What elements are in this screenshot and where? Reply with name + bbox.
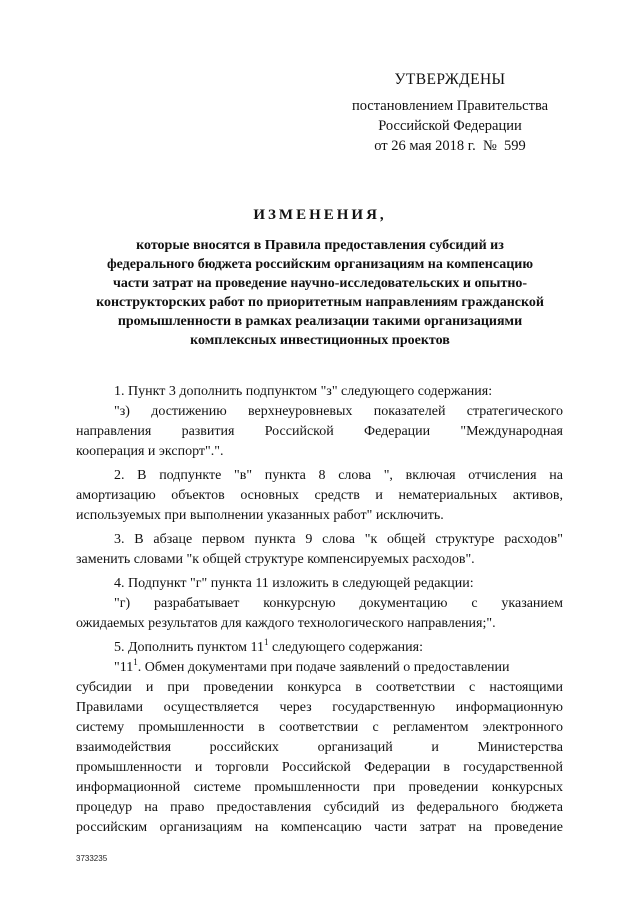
- item-1-line: 1. Пункт 3 дополнить подпунктом "з" следующего содержания:: [114, 384, 493, 399]
- item-5-text: следующего содержания:: [268, 640, 423, 655]
- subtitle-line: части затрат на проведение научно-исследовательских и опытно-: [112, 276, 528, 291]
- approval-line-2: Российской Федерации: [378, 118, 522, 134]
- item-5-line: [76, 638, 563, 658]
- item-5-line: субсидии и при проведении конкурса в соответствии с настоящими: [76, 680, 563, 695]
- item-5-line: промышленности и торговли Российской Федерации в государственной: [76, 760, 563, 775]
- item-5-line: процедур на право предоставления субсидий из федерального бюджета: [76, 800, 563, 815]
- item-1-line: "з) достижению верхнеуровневых показателей стратегического: [114, 404, 563, 419]
- subtitle-line: которые вносятся в Правила предоставления субсидий из: [136, 238, 504, 253]
- item-5-line: взаимодействия российских организаций и Министерства: [76, 740, 563, 755]
- item-5-text: . Обмен документами при подаче заявлений о предоставлении: [137, 660, 510, 675]
- subtitle-line: промышленности в рамках реализации такими организациями: [117, 314, 523, 329]
- subtitle-line: комплексных инвестиционных проектов: [190, 333, 450, 348]
- item-3-line: 3. В абзаце первом пункта 9 слова "к общей структуре расходов": [114, 532, 563, 547]
- subtitle-line: федерального бюджета российским организациям на компенсацию: [106, 257, 534, 272]
- superscript: 1: [133, 657, 138, 667]
- document-code: 3733235: [76, 854, 108, 863]
- item-5-text: 5. Дополнить пунктом 11: [114, 640, 264, 655]
- document-body: [76, 382, 563, 838]
- item-2-line: используемых при выполнении указанных работ" исключить.: [76, 508, 444, 523]
- approval-line-1: постановлением Правительства: [351, 98, 549, 114]
- item-5-line: систему промышленности в соответствии с регламентом электронного: [76, 720, 563, 735]
- title-subtitle: [78, 236, 562, 350]
- item-1-line: направления развития Российской Федерации "Международная: [76, 424, 563, 439]
- item-4-line: "г) разрабатывает конкурсную документацию с указанием: [114, 596, 563, 611]
- item-4-line: ожидаемых результатов для каждого технологического направления;".: [76, 616, 496, 631]
- approval-date: от 26 мая 2018 г. № 599: [374, 138, 526, 154]
- superscript: 1: [263, 637, 269, 647]
- item-5-line: Правилами осуществляется через государственную информационную: [76, 700, 563, 715]
- item-2-line: 2. В подпункте "в" пункта 8 слова ", включая отчисления на: [114, 468, 563, 483]
- subtitle-line: конструкторских работ по приоритетным направлениям гражданской: [96, 295, 544, 310]
- item-4-line: 4. Подпункт "г" пункта 11 изложить в следующей редакции:: [114, 576, 474, 591]
- title-main: ИЗМЕНЕНИЯ,: [253, 207, 387, 223]
- document-title: [78, 207, 562, 350]
- approval-heading: УТВЕРЖДЕНЫ: [394, 71, 506, 88]
- item-1-line: кооперация и экспорт".".: [76, 444, 224, 459]
- item-5-line: российским организациям на компенсацию части затрат на проведение: [76, 820, 563, 835]
- item-3-line: заменить словами "к общей структуре компенсируемых расходов".: [76, 552, 475, 567]
- item-5-line: информационной системе промышленности при проведении конкурсных: [76, 780, 563, 795]
- item-2-line: амортизацию объектов основных средств и нематериальных активов,: [76, 488, 563, 503]
- item-5-text: "11: [114, 660, 134, 675]
- item-5-line: [76, 658, 563, 678]
- approval-stamp: [330, 70, 570, 156]
